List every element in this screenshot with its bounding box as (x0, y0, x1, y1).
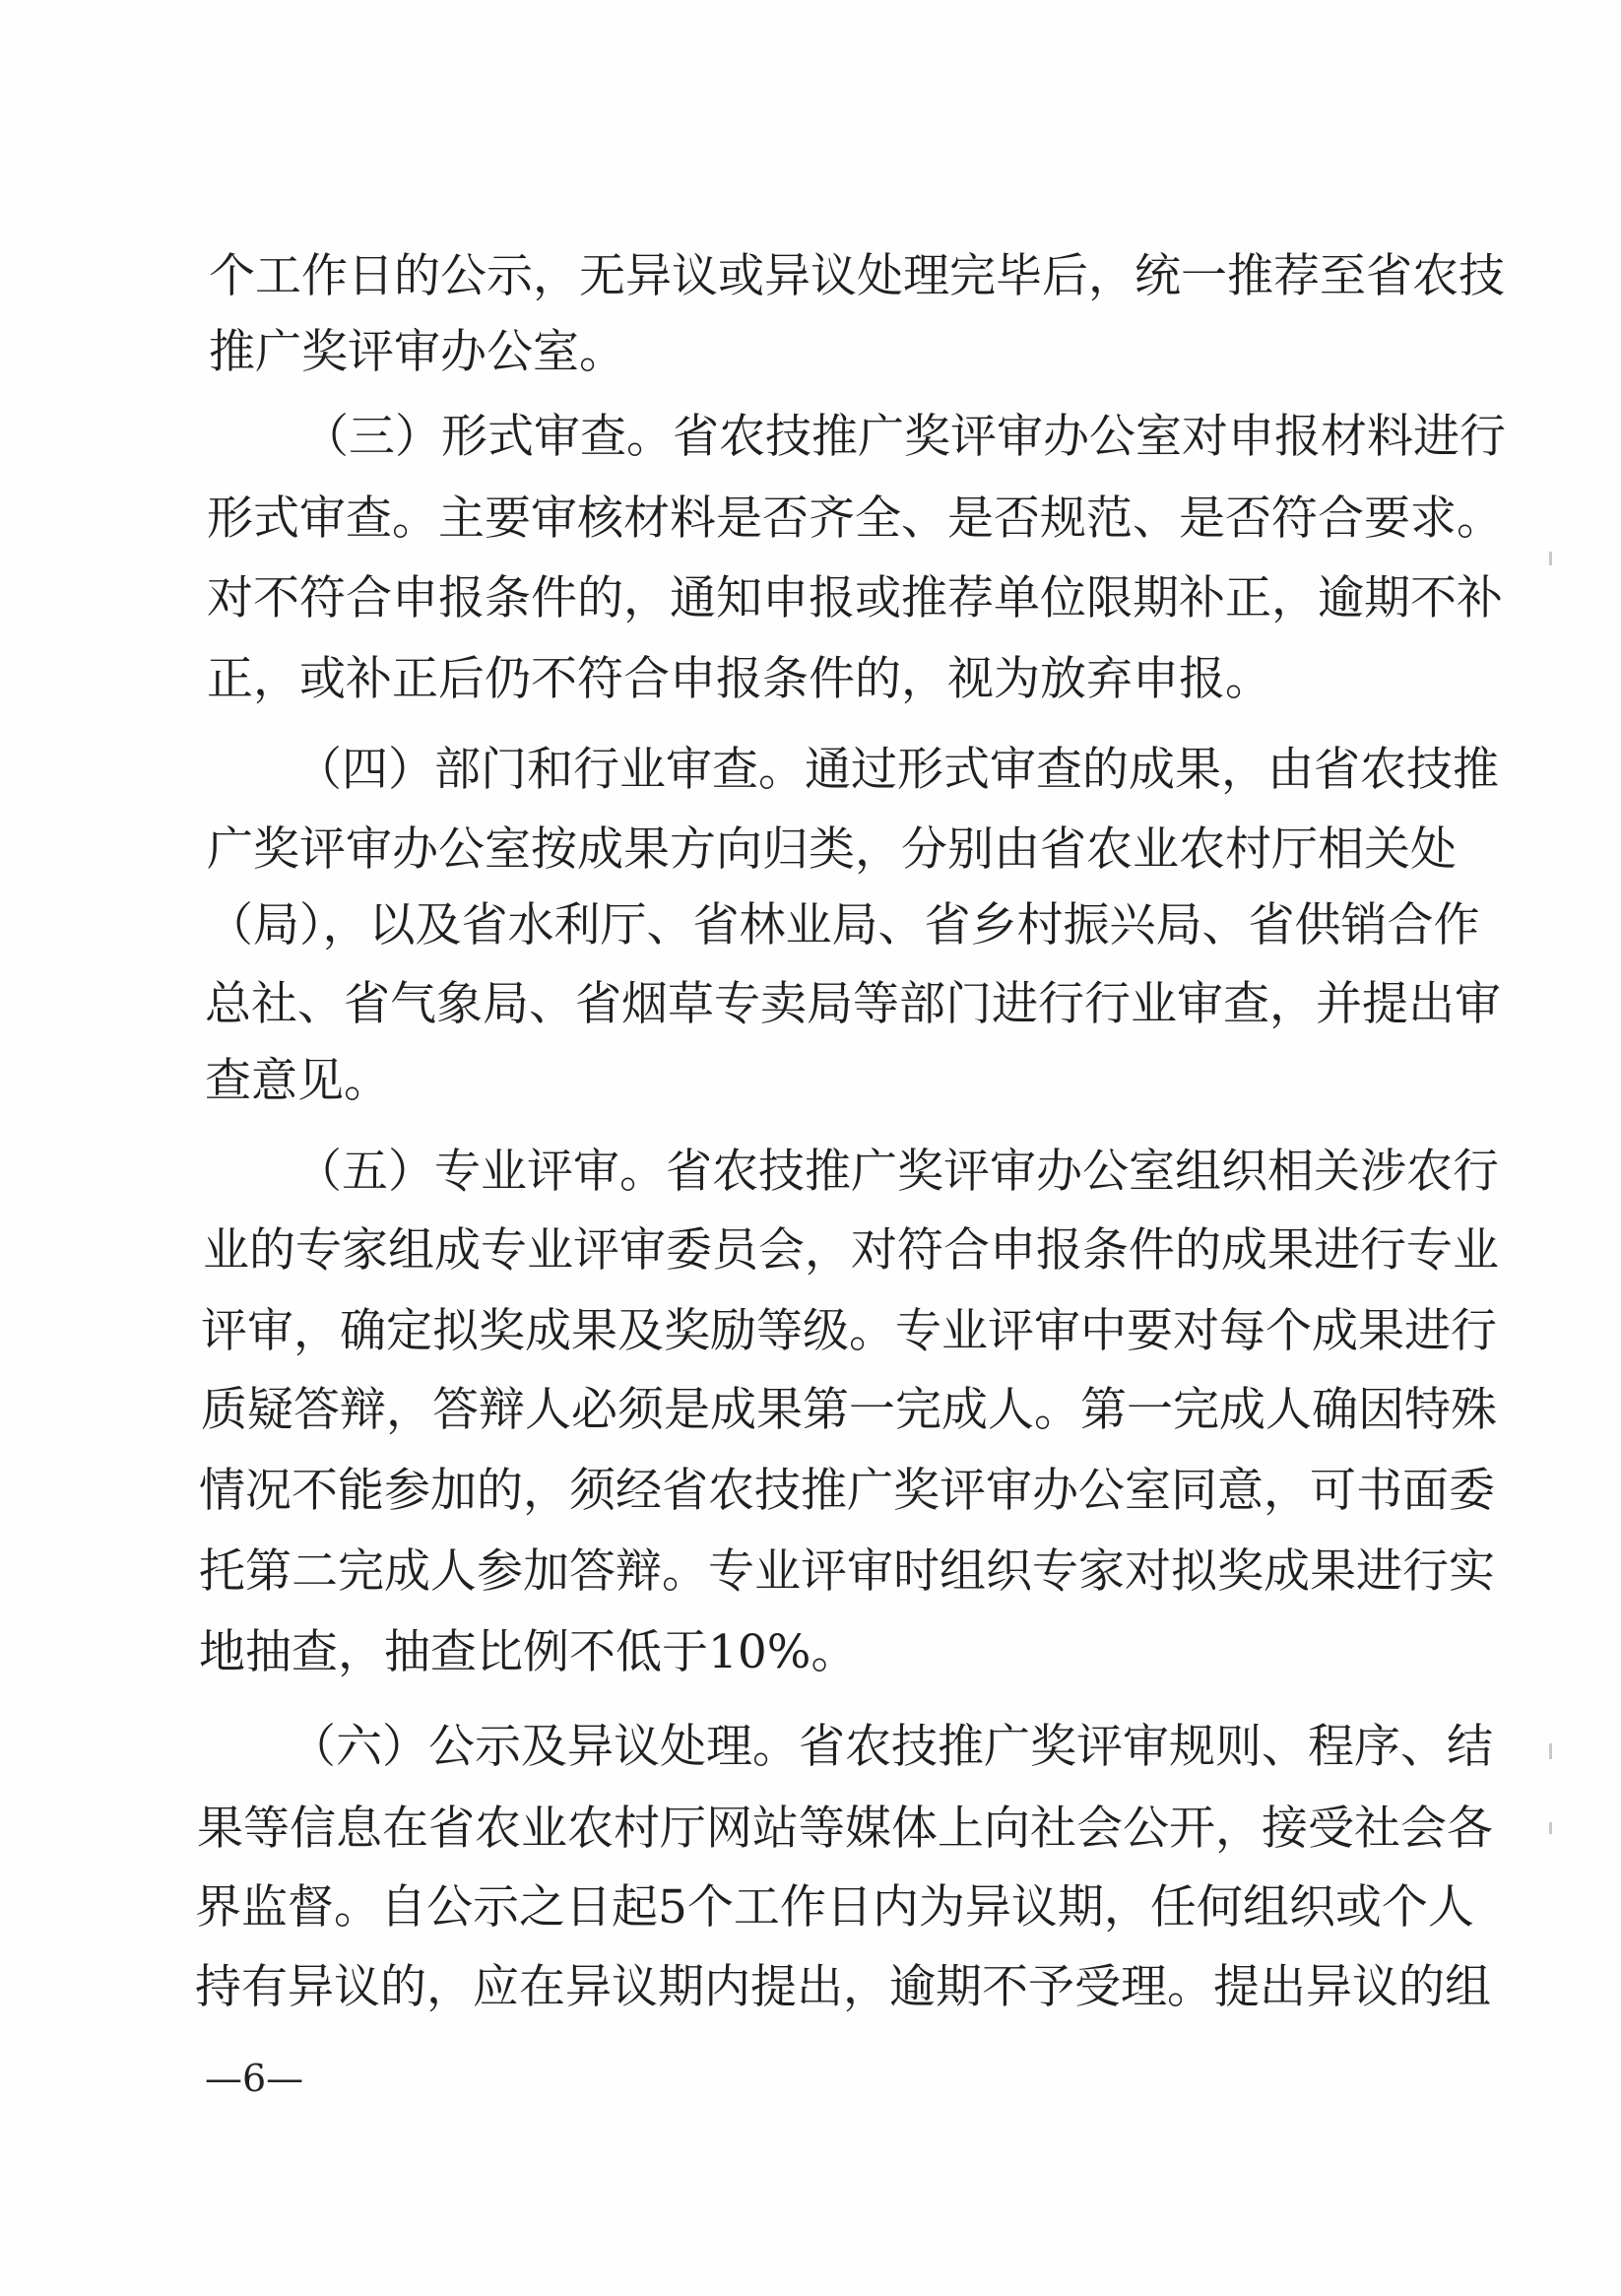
scan-mark (1549, 1743, 1552, 1759)
text-line-20: 果等信息在省农业农村厅网站等媒体上向社会公开，接受社会各 (197, 1802, 1493, 1856)
scan-mark (1549, 552, 1552, 565)
text-line-13: 业的专家组成专业评审委员会，对符合申报条件的成果进行专业 (203, 1223, 1499, 1278)
text-line-19: （六）公示及异议处理。省农技推广奖评审规则、程序、结 (290, 1720, 1493, 1774)
text-line-5: 对不符合申报条件的，通知申报或推荐单位限期补正，逾期不补 (207, 571, 1503, 625)
page-number: —6— (205, 2057, 304, 2100)
text-line-14: 评审，确定拟奖成果及奖励等级。专业评审中要对每个成果进行 (201, 1304, 1497, 1358)
text-line-18: 地抽查，抽查比例不低于10%。 (199, 1625, 858, 1679)
text-line-11: 查意见。 (205, 1054, 390, 1108)
text-line-4: 形式审查。主要审核材料是否齐全、是否规范、是否符合要求。 (207, 492, 1503, 546)
text-line-15: 质疑答辩，答辩人必须是成果第一完成人。第一完成人确因特殊 (201, 1383, 1497, 1437)
text-line-21: 界监督。自公示之日起5个工作日内为异议期，任何组织或个人 (195, 1880, 1474, 1935)
text-line-2: 推广奖评审办公室。 (209, 325, 625, 379)
text-line-3: （三）形式审查。省农技推广奖评审办公室对申报材料进行 (302, 410, 1506, 464)
text-line-12: （五）专业评审。省农技推广奖评审办公室组织相关涉农行 (295, 1145, 1499, 1199)
text-line-9: （局），以及省水利厅、省林业局、省乡村振兴局、省供销合作 (207, 898, 1480, 952)
text-line-7: （四）部门和行业审查。通过形式审查的成果，由省农技推 (295, 743, 1499, 797)
scan-mark (1549, 1822, 1552, 1834)
text-line-8: 广奖评审办公室按成果方向归类，分别由省农业农村厅相关处 (207, 822, 1457, 877)
text-line-10: 总社、省气象局、省烟草专卖局等部门进行行业审查，并提出审 (205, 977, 1501, 1031)
text-line-6: 正，或补正后仍不符合申报条件的，视为放弃申报。 (207, 652, 1271, 706)
text-line-17: 托第二完成人参加答辩。专业评审时组织专家对拟奖成果进行实 (199, 1544, 1495, 1599)
text-line-1: 个工作日的公示，无异议或异议处理完毕后，统一推荐至省农技 (209, 249, 1505, 303)
text-line-16: 情况不能参加的，须经省农技推广奖评审办公室同意，可书面委 (199, 1464, 1495, 1518)
text-line-22: 持有异议的，应在异议期内提出，逾期不予受理。提出异议的组 (195, 1960, 1491, 2014)
